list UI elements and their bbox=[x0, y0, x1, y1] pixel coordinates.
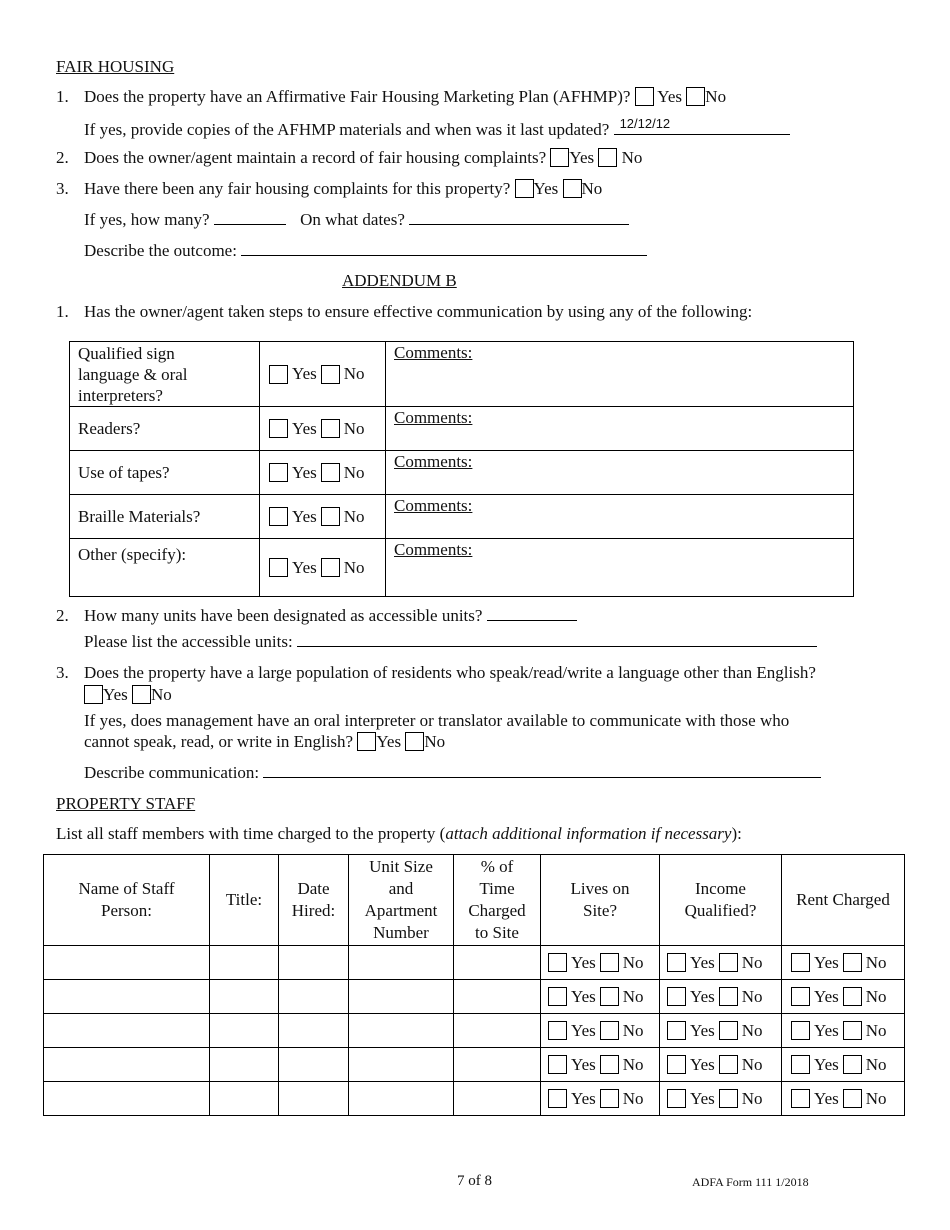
yes-label: Yes bbox=[533, 179, 559, 198]
name-cell[interactable] bbox=[44, 1082, 210, 1116]
staff-row bbox=[44, 946, 905, 980]
ab-question-3 bbox=[56, 663, 816, 683]
question-text: Have there been any fair housing complaints for this property? bbox=[84, 179, 511, 198]
lives-cell bbox=[541, 1048, 660, 1082]
percent-cell[interactable] bbox=[454, 1048, 541, 1082]
comments-cell[interactable] bbox=[386, 407, 854, 451]
percent-cell[interactable] bbox=[454, 1014, 541, 1048]
question-text: Does the property have a large population of residents who speak/read/write a language other than English? bbox=[84, 663, 816, 682]
col-header-date: Date Hired: bbox=[291, 879, 336, 920]
date-cell[interactable] bbox=[279, 946, 349, 980]
name-cell[interactable] bbox=[44, 980, 210, 1014]
col-header-lives: Lives on Site? bbox=[570, 879, 630, 920]
no-checkbox[interactable] bbox=[600, 987, 619, 1006]
unit-cell[interactable] bbox=[349, 1082, 454, 1116]
no-label: No bbox=[622, 1020, 644, 1040]
col-header bbox=[210, 855, 279, 946]
yes-label: Yes bbox=[571, 1020, 596, 1040]
how-many-label: If yes, how many? bbox=[84, 210, 210, 229]
fh-q3-yes-checkbox[interactable] bbox=[515, 179, 534, 198]
date-cell[interactable] bbox=[279, 1082, 349, 1116]
no-label: No bbox=[622, 1054, 644, 1074]
yes-label: Yes bbox=[657, 87, 683, 106]
staff-row bbox=[44, 980, 905, 1014]
comments-label: Comments: bbox=[394, 343, 473, 362]
fh-q1-followup bbox=[84, 118, 790, 140]
yes-label: Yes bbox=[292, 364, 317, 383]
ab-q3-yes-checkbox[interactable] bbox=[84, 685, 103, 704]
ab-question-2 bbox=[56, 606, 483, 626]
no-checkbox[interactable] bbox=[719, 987, 738, 1006]
what-dates-field[interactable] bbox=[409, 224, 629, 225]
question-text: Does the owner/agent maintain a record of fair housing complaints? bbox=[84, 148, 547, 167]
row-label bbox=[70, 342, 260, 407]
no-checkbox[interactable] bbox=[321, 365, 340, 384]
col-header bbox=[541, 855, 660, 946]
yes-label: Yes bbox=[690, 952, 715, 972]
comments-cell[interactable] bbox=[386, 451, 854, 495]
yes-checkbox[interactable] bbox=[791, 1021, 810, 1040]
yes-label: Yes bbox=[690, 1020, 715, 1040]
fh-q1-no-checkbox[interactable] bbox=[686, 87, 705, 106]
yes-checkbox[interactable] bbox=[269, 463, 288, 482]
no-checkbox[interactable] bbox=[321, 558, 340, 577]
yes-label: Yes bbox=[292, 418, 317, 438]
no-label: No bbox=[621, 148, 643, 167]
comments-label: Comments: bbox=[394, 452, 473, 471]
intro-text-end: ): bbox=[731, 824, 742, 843]
what-dates-label: On what dates? bbox=[300, 210, 405, 229]
accessible-units-label: Please list the accessible units: bbox=[84, 632, 293, 651]
followup-text: cannot speak, read, or write in English? bbox=[84, 732, 354, 751]
no-checkbox[interactable] bbox=[719, 1055, 738, 1074]
fh-question-3 bbox=[56, 179, 603, 199]
ab-q3-followup-no-checkbox[interactable] bbox=[405, 732, 424, 751]
yes-checkbox[interactable] bbox=[667, 987, 686, 1006]
followup-text: If yes, provide copies of the AFHMP materials and when was it last updated? bbox=[84, 120, 610, 139]
question-number: 1. bbox=[56, 87, 69, 106]
question-text: How many units have been designated as accessible units? bbox=[84, 606, 483, 625]
comments-label: Comments: bbox=[394, 496, 473, 515]
question-number: 1. bbox=[56, 302, 69, 321]
col-header-percent: % of Time Charged to Site bbox=[468, 857, 526, 942]
table-row bbox=[70, 407, 854, 451]
title-cell[interactable] bbox=[210, 946, 279, 980]
yes-checkbox[interactable] bbox=[667, 1089, 686, 1108]
no-checkbox[interactable] bbox=[843, 1055, 862, 1074]
col-header bbox=[782, 855, 905, 946]
title-cell[interactable] bbox=[210, 980, 279, 1014]
accessible-units-count-field[interactable] bbox=[487, 620, 577, 621]
intro-emphasis: attach additional information if necessary bbox=[445, 824, 732, 843]
yes-checkbox[interactable] bbox=[548, 987, 567, 1006]
yes-label: Yes bbox=[292, 557, 317, 577]
fh-q1-yes-checkbox[interactable] bbox=[635, 87, 654, 106]
comments-cell[interactable] bbox=[386, 539, 854, 597]
yes-label: Yes bbox=[292, 506, 317, 526]
rent-cell bbox=[782, 946, 905, 980]
yes-checkbox[interactable] bbox=[791, 987, 810, 1006]
staff-row bbox=[44, 1014, 905, 1048]
yes-no-cell bbox=[260, 539, 386, 597]
yes-label: Yes bbox=[103, 685, 128, 704]
accessible-units-field[interactable] bbox=[297, 646, 817, 647]
no-checkbox[interactable] bbox=[321, 507, 340, 526]
fh-q2-no-checkbox[interactable] bbox=[598, 148, 617, 167]
col-header-title: Title: bbox=[225, 890, 263, 909]
staff-table bbox=[43, 854, 905, 1116]
yes-label: Yes bbox=[814, 1020, 839, 1040]
yes-checkbox[interactable] bbox=[269, 365, 288, 384]
date-cell[interactable] bbox=[279, 1014, 349, 1048]
col-header bbox=[279, 855, 349, 946]
date-cell[interactable] bbox=[279, 980, 349, 1014]
ab-q3-followup-line1: If yes, does management have an oral interpreter or translator available to communicate with those who bbox=[84, 711, 790, 730]
how-many-field[interactable] bbox=[214, 224, 286, 225]
no-label: No bbox=[151, 685, 172, 704]
col-header-unit: Unit Size and Apartment Number bbox=[364, 857, 438, 942]
date-cell[interactable] bbox=[279, 1048, 349, 1082]
no-label: No bbox=[865, 1020, 887, 1040]
yes-checkbox[interactable] bbox=[548, 1055, 567, 1074]
lives-cell bbox=[541, 946, 660, 980]
no-checkbox[interactable] bbox=[600, 1089, 619, 1108]
row-label: Use of tapes? bbox=[70, 451, 260, 495]
yes-label: Yes bbox=[814, 986, 839, 1006]
no-checkbox[interactable] bbox=[321, 463, 340, 482]
no-checkbox[interactable] bbox=[600, 1055, 619, 1074]
no-label: No bbox=[741, 952, 763, 972]
fh-outcome bbox=[84, 241, 647, 261]
question-number: 2. bbox=[56, 148, 69, 167]
row-label: Braille Materials? bbox=[70, 495, 260, 539]
no-label: No bbox=[343, 364, 365, 383]
yes-checkbox[interactable] bbox=[269, 558, 288, 577]
intro-text: List all staff members with time charged to the property ( bbox=[56, 824, 446, 843]
yes-label: Yes bbox=[690, 1088, 715, 1108]
communication-table bbox=[69, 341, 854, 597]
yes-label: Yes bbox=[690, 1054, 715, 1074]
no-label: No bbox=[622, 952, 644, 972]
question-number: 2. bbox=[56, 606, 69, 625]
ab-q3-no-checkbox[interactable] bbox=[132, 685, 151, 704]
question-number: 3. bbox=[56, 663, 69, 682]
yes-no-cell bbox=[260, 451, 386, 495]
afhmp-updated-value: 12/12/12 bbox=[619, 116, 671, 131]
no-label: No bbox=[343, 506, 365, 526]
yes-label: Yes bbox=[376, 732, 402, 751]
yes-checkbox[interactable] bbox=[667, 953, 686, 972]
form-id: ADFA Form 111 1/2018 bbox=[692, 1175, 809, 1189]
staff-header-row bbox=[44, 855, 905, 946]
table-row bbox=[70, 342, 854, 407]
no-label: No bbox=[865, 986, 887, 1006]
describe-communication-field[interactable] bbox=[263, 777, 821, 778]
no-checkbox[interactable] bbox=[600, 1021, 619, 1040]
no-checkbox[interactable] bbox=[843, 987, 862, 1006]
yes-label: Yes bbox=[814, 1054, 839, 1074]
comments-label: Comments: bbox=[394, 408, 473, 427]
income-cell bbox=[660, 980, 782, 1014]
title-cell[interactable] bbox=[210, 1014, 279, 1048]
title-cell[interactable] bbox=[210, 1048, 279, 1082]
no-checkbox[interactable] bbox=[843, 953, 862, 972]
yes-label: Yes bbox=[571, 986, 596, 1006]
no-label: No bbox=[581, 179, 603, 198]
income-cell bbox=[660, 946, 782, 980]
income-cell bbox=[660, 1082, 782, 1116]
ab-question-1 bbox=[56, 302, 753, 322]
yes-label: Yes bbox=[571, 952, 596, 972]
col-header-income: Income Qualified? bbox=[684, 879, 757, 920]
no-checkbox[interactable] bbox=[719, 953, 738, 972]
yes-checkbox[interactable] bbox=[548, 953, 567, 972]
no-checkbox[interactable] bbox=[719, 1089, 738, 1108]
col-header-name: Name of Staff Person: bbox=[78, 879, 175, 920]
no-label: No bbox=[622, 1088, 644, 1108]
comments-cell[interactable] bbox=[386, 495, 854, 539]
yes-label: Yes bbox=[814, 1088, 839, 1108]
yes-label: Yes bbox=[690, 986, 715, 1006]
yes-no-cell bbox=[260, 342, 386, 407]
yes-no-cell bbox=[260, 407, 386, 451]
lives-cell bbox=[541, 1082, 660, 1116]
unit-cell[interactable] bbox=[349, 1048, 454, 1082]
percent-cell[interactable] bbox=[454, 1082, 541, 1116]
yes-checkbox[interactable] bbox=[791, 953, 810, 972]
no-checkbox[interactable] bbox=[843, 1089, 862, 1108]
staff-row bbox=[44, 1048, 905, 1082]
no-checkbox[interactable] bbox=[321, 419, 340, 438]
question-text: Has the owner/agent taken steps to ensure effective communication by using any of the following: bbox=[84, 302, 753, 321]
title-cell[interactable] bbox=[210, 1082, 279, 1116]
staff-row bbox=[44, 1082, 905, 1116]
income-cell bbox=[660, 1014, 782, 1048]
lives-cell bbox=[541, 1014, 660, 1048]
yes-label: Yes bbox=[814, 952, 839, 972]
rent-cell bbox=[782, 1082, 905, 1116]
ab-q3-yes-no bbox=[84, 685, 172, 705]
fh-q2-yes-checkbox[interactable] bbox=[550, 148, 569, 167]
rent-cell bbox=[782, 1014, 905, 1048]
no-checkbox[interactable] bbox=[719, 1021, 738, 1040]
rent-cell bbox=[782, 1048, 905, 1082]
fair-housing-heading: FAIR HOUSING bbox=[56, 57, 175, 76]
no-label: No bbox=[741, 1054, 763, 1074]
yes-checkbox[interactable] bbox=[269, 507, 288, 526]
ab-describe-communication bbox=[84, 763, 821, 783]
table-row bbox=[70, 451, 854, 495]
yes-checkbox[interactable] bbox=[791, 1055, 810, 1074]
yes-checkbox[interactable] bbox=[548, 1021, 567, 1040]
percent-cell[interactable] bbox=[454, 980, 541, 1014]
no-label: No bbox=[865, 1054, 887, 1074]
no-label: No bbox=[343, 462, 365, 482]
question-number: 3. bbox=[56, 179, 69, 198]
comments-label: Comments: bbox=[394, 540, 473, 559]
afhmp-updated-field[interactable] bbox=[614, 118, 790, 135]
unit-cell[interactable] bbox=[349, 946, 454, 980]
no-label: No bbox=[741, 986, 763, 1006]
property-staff-intro bbox=[56, 824, 742, 844]
yes-no-cell bbox=[260, 495, 386, 539]
yes-checkbox[interactable] bbox=[667, 1055, 686, 1074]
yes-checkbox[interactable] bbox=[667, 1021, 686, 1040]
table-row bbox=[70, 495, 854, 539]
fh-question-1 bbox=[56, 87, 727, 107]
property-staff-heading: PROPERTY STAFF bbox=[56, 794, 196, 813]
no-checkbox[interactable] bbox=[600, 953, 619, 972]
col-header bbox=[660, 855, 782, 946]
no-label: No bbox=[622, 986, 644, 1006]
no-label: No bbox=[741, 1020, 763, 1040]
ab-q2-list bbox=[84, 632, 817, 652]
outcome-label: Describe the outcome: bbox=[84, 241, 237, 260]
row-label: Other (specify): bbox=[70, 539, 260, 597]
fh-q3-no-checkbox[interactable] bbox=[563, 179, 582, 198]
no-checkbox[interactable] bbox=[843, 1021, 862, 1040]
yes-label: Yes bbox=[571, 1054, 596, 1074]
no-label: No bbox=[741, 1088, 763, 1108]
yes-checkbox[interactable] bbox=[269, 419, 288, 438]
unit-cell[interactable] bbox=[349, 980, 454, 1014]
col-header bbox=[454, 855, 541, 946]
row-label: Readers? bbox=[70, 407, 260, 451]
fh-q3-count-dates bbox=[84, 210, 629, 230]
addendum-b-heading: ADDENDUM B bbox=[342, 271, 457, 290]
no-label: No bbox=[343, 418, 365, 438]
no-label: No bbox=[865, 952, 887, 972]
no-label: No bbox=[343, 557, 365, 577]
yes-checkbox[interactable] bbox=[791, 1089, 810, 1108]
yes-label: Yes bbox=[571, 1088, 596, 1108]
table-row bbox=[70, 539, 854, 597]
comments-cell[interactable] bbox=[386, 342, 854, 407]
yes-checkbox[interactable] bbox=[548, 1089, 567, 1108]
fh-question-2 bbox=[56, 148, 643, 168]
no-label: No bbox=[865, 1088, 887, 1108]
ab-q3-followup-yes-checkbox[interactable] bbox=[357, 732, 376, 751]
yes-label: Yes bbox=[569, 148, 595, 167]
yes-label: Yes bbox=[292, 462, 317, 482]
no-label: No bbox=[424, 732, 446, 751]
col-header-rent: Rent Charged bbox=[796, 890, 890, 909]
lives-cell bbox=[541, 980, 660, 1014]
rent-cell bbox=[782, 980, 905, 1014]
name-cell[interactable] bbox=[44, 946, 210, 980]
question-text: Does the property have an Affirmative Fair Housing Marketing Plan (AFHMP)? bbox=[84, 87, 631, 106]
page-number: 7 of 8 bbox=[457, 1173, 492, 1189]
ab-q3-followup-line2 bbox=[84, 732, 445, 752]
percent-cell[interactable] bbox=[454, 946, 541, 980]
unit-cell[interactable] bbox=[349, 1014, 454, 1048]
row-label-text: Qualified sign language & oral interpreters? bbox=[78, 343, 188, 405]
income-cell bbox=[660, 1048, 782, 1082]
describe-label: Describe communication: bbox=[84, 763, 260, 782]
name-cell[interactable] bbox=[44, 1014, 210, 1048]
outcome-field[interactable] bbox=[241, 255, 647, 256]
name-cell[interactable] bbox=[44, 1048, 210, 1082]
no-label: No bbox=[705, 87, 727, 106]
col-header bbox=[44, 855, 210, 946]
col-header bbox=[349, 855, 454, 946]
